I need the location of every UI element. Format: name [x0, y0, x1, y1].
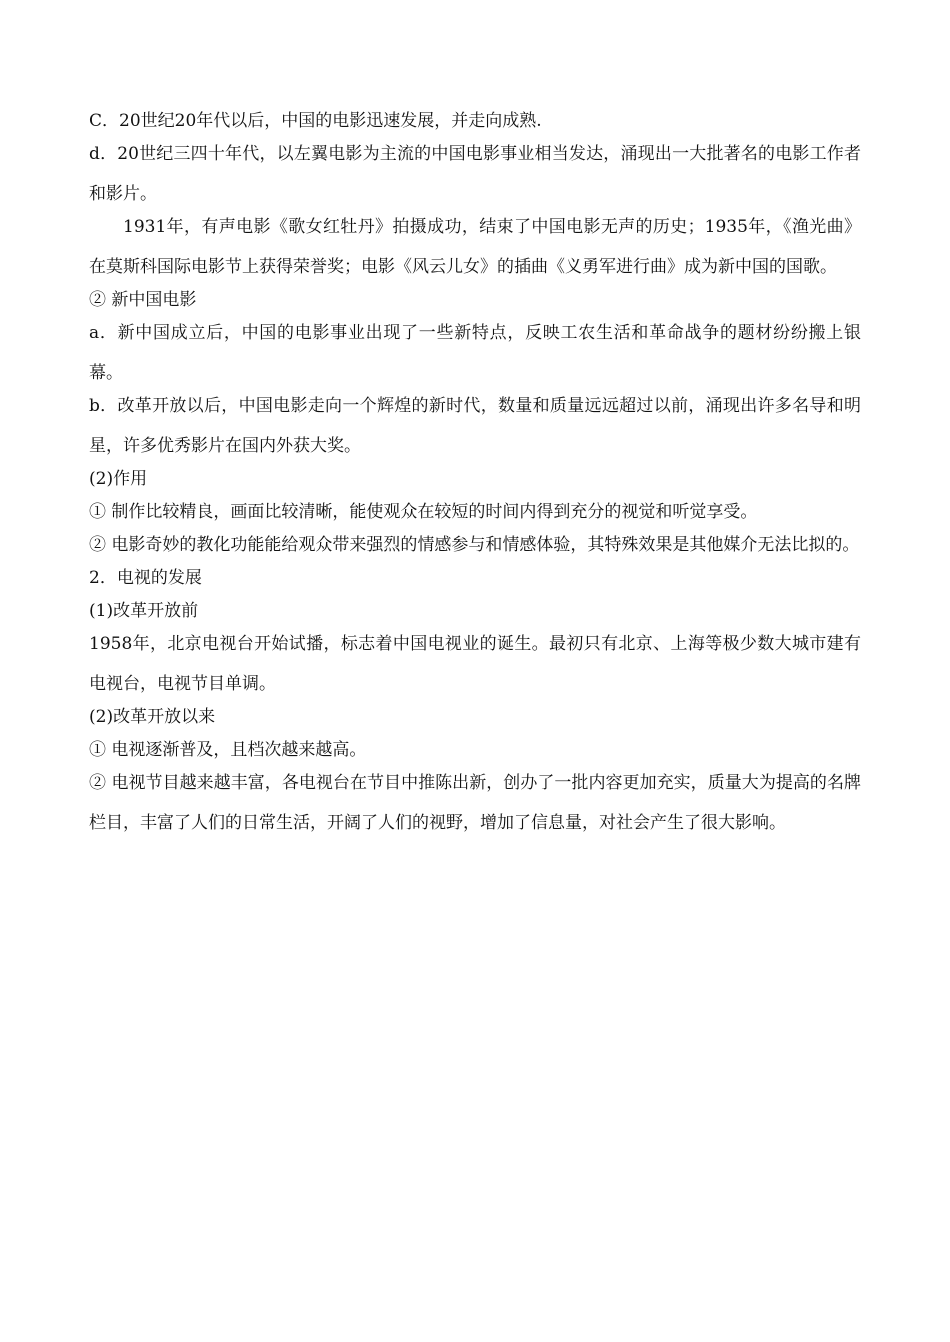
heading-tv-development: 2．电视的发展	[89, 568, 202, 588]
heading-since-reform: (2)改革开放以来	[89, 707, 216, 727]
paragraph-d-1930s-1940s: d．20世纪三四十年代，以左翼电影为主流的中国电影事业相当发达，涌现出一大批著名的电影工作者和影片。	[89, 144, 861, 204]
paragraph-b-after-reform: b．改革开放以后，中国电影走向一个辉煌的新时代，数量和质量远远超过以前，涌现出许多名导和明星，许多优秀影片在国内外获大奖。	[89, 396, 861, 456]
paragraph-sound-film-history: 1931年，有声电影《歌女红牡丹》拍摄成功，结束了中国电影无声的历史；1935年，《渔光曲》在莫斯科国际电影节上获得荣誉奖；电影《风云儿女》的插曲《义勇军进行曲》成为新中国的国歌。	[89, 217, 861, 277]
paragraph-function-1: ① 制作比较精良，画面比较清晰，能使观众在较短的时间内得到充分的视觉和听觉享受。	[89, 502, 758, 522]
paragraph-tv-popularized: ① 电视逐渐普及，且档次越来越高。	[89, 740, 367, 760]
paragraph-a-after-founding: a．新中国成立后，中国的电影事业出现了一些新特点，反映工农生活和革命战争的题材纷纷搬上银幕。	[89, 323, 861, 383]
paragraph-function-2: ② 电影奇妙的教化功能能给观众带来强烈的情感参与和情感体验，其特殊效果是其他媒介无法比拟的。	[89, 535, 860, 555]
heading-function: (2)作用	[89, 469, 148, 489]
heading-before-reform: (1)改革开放前	[89, 601, 199, 621]
paragraph-tv-programs-rich: ② 电视节目越来越丰富，各电视台在节目中推陈出新，创办了一批内容更加充实，质量大为提高的名牌栏目，丰富了人们的日常生活，开阔了人们的视野，增加了信息量，对社会产生了很大影响。	[89, 773, 861, 833]
paragraph-c-1920s: C．20世纪20年代以后，中国的电影迅速发展，并走向成熟.	[89, 111, 542, 131]
heading-new-china-film: ② 新中国电影	[89, 290, 197, 310]
document-body	[89, 110, 861, 845]
paragraph-1958-beijing-tv: 1958年，北京电视台开始试播，标志着中国电视业的诞生。最初只有北京、上海等极少数大城市建有电视台，电视节目单调。	[89, 634, 861, 694]
